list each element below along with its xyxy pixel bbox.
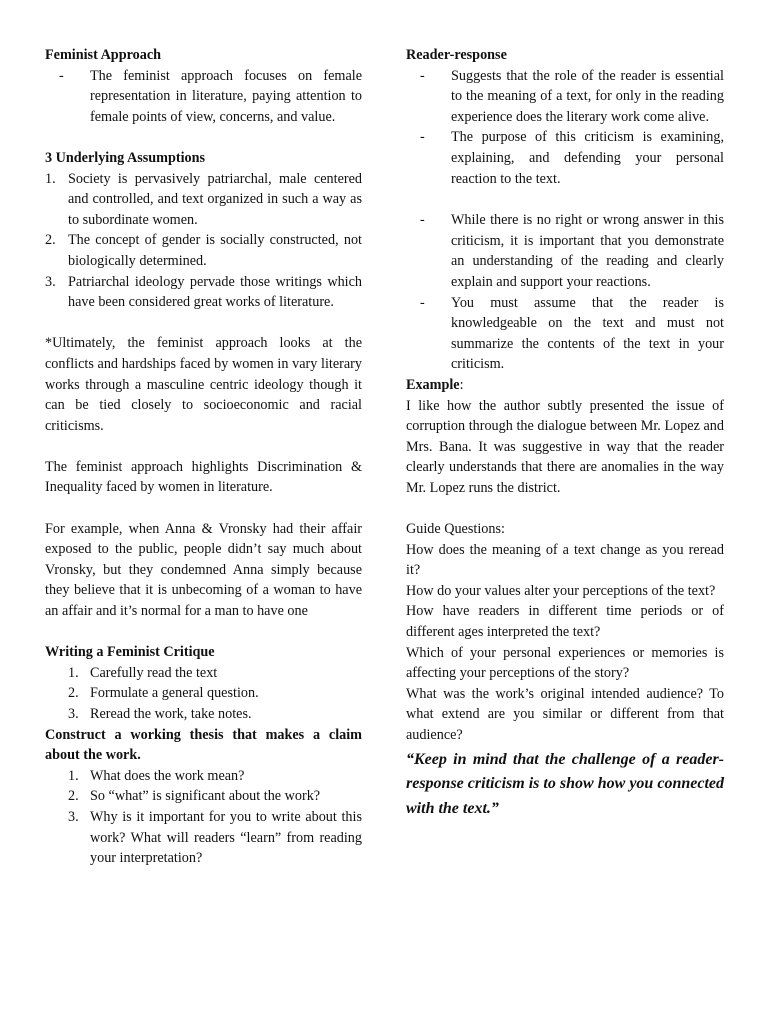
- critique-steps: [45, 663, 362, 725]
- feminist-bullet: - The feminist approach focuses on female representation in literature, paying attention to female points of view, concerns, and value.: [59, 67, 362, 125]
- critique-step: 3. Reread the work, take notes.: [68, 706, 252, 722]
- critique-heading: Writing a Feminist Critique: [45, 644, 215, 661]
- reader-bullet: - The purpose of this criticism is examining, explaining, and defending your personal reaction to the text.: [420, 129, 724, 187]
- reader-response-heading: Reader-response: [406, 47, 507, 63]
- assumption-item: 3. Patriarchal ideology pervade those writings which have been considered great works of literature.: [45, 273, 362, 311]
- highlights-paragraph: The feminist approach highlights Discrimination & Inequality faced by women in literature.: [45, 458, 362, 496]
- reader-bullet: - You must assume that the reader is knowledgeable on the text and must not summarize the contents of the text in your criticism.: [420, 294, 724, 373]
- dash-marker: -: [420, 67, 425, 84]
- example-label-line: Example:: [406, 376, 464, 393]
- example-paragraph: For example, when Anna & Vronsky had their affair exposed to the public, people didn’t say much about Vronsky, but they condemned Anna simply because they believe that it is unbecoming of a woman to have an affair and it’s normal for a man to have one: [45, 520, 362, 620]
- assumption-item: 2. The concept of gender is socially constructed, not biologically determined.: [45, 232, 362, 269]
- guide-question: How do your values alter your perceptions of the text?: [406, 582, 716, 599]
- thesis-questions: [45, 766, 362, 869]
- guide-question: How does the meaning of a text change as you reread it?: [406, 541, 724, 579]
- assumptions-list: [45, 169, 362, 313]
- thesis-question: 3. Why is it important for you to write about this work? What will readers “learn” from reading your interpretation?: [68, 808, 362, 867]
- dash-marker: -: [420, 294, 425, 311]
- guide-question: Which of your personal experiences or memories is affecting your perceptions of the story?: [406, 644, 724, 682]
- ultimately-paragraph: *Ultimately, the feminist approach looks at the conflicts and hardships faced by women in vary literary works through a masculine centric ideology though it can be tied closely to socioeconomic and racial criticisms.: [45, 335, 362, 434]
- reader-bullets-b: [406, 210, 724, 375]
- guide-heading: Guide Questions:: [406, 521, 505, 538]
- thesis-question: 1. What does the work mean?: [68, 767, 245, 784]
- critique-step: 1. Carefully read the text: [68, 664, 218, 681]
- reader-bullet: - Suggests that the role of the reader is essential to the meaning of a text, for only in the reading experience does the literary work come alive.: [420, 67, 724, 125]
- dash-marker: -: [420, 212, 425, 229]
- thesis-question: 2. So “what” is significant about the work?: [68, 788, 321, 805]
- reader-bullets-a: [406, 66, 724, 190]
- guide-question: How have readers in different time periods or of different ages interpreted the text?: [406, 603, 724, 641]
- dash-marker: -: [420, 129, 425, 146]
- left-column: [45, 45, 362, 869]
- thesis-heading: Construct a working thesis that makes a claim about the work.: [45, 726, 362, 764]
- feminist-heading: Feminist Approach: [45, 47, 162, 63]
- feminist-bullets: [45, 66, 362, 128]
- reader-bullet: - While there is no right or wrong answer in this criticism, it is important that you demonstrate an understanding of the reading and clearly explain and support your reactions.: [420, 212, 724, 290]
- example-label: Example: [406, 376, 460, 393]
- critique-step: 2. Formulate a general question.: [68, 685, 259, 702]
- right-column: [406, 45, 724, 821]
- guide-question: What was the work’s original intended audience? To what extend are you similar or different from that audience?: [406, 685, 724, 743]
- example-text: I like how the author subtly presented the issue of corruption through the dialogue between Mr. Lopez and Mrs. Bana. It was suggestive in way that the reader clearly understands that there are anomalies in the way Mr. Lopez runs the district.: [406, 397, 724, 496]
- dash-marker: -: [59, 67, 64, 84]
- closing-quote: “Keep in mind that the challenge of a reader-response criticism is to show how you connected with the text.”: [406, 750, 724, 817]
- assumptions-heading: 3 Underlying Assumptions: [45, 149, 206, 166]
- assumption-item: 1. Society is pervasively patriarchal, male centered and controlled, and text organized in such a way as to subordinate women.: [45, 170, 362, 228]
